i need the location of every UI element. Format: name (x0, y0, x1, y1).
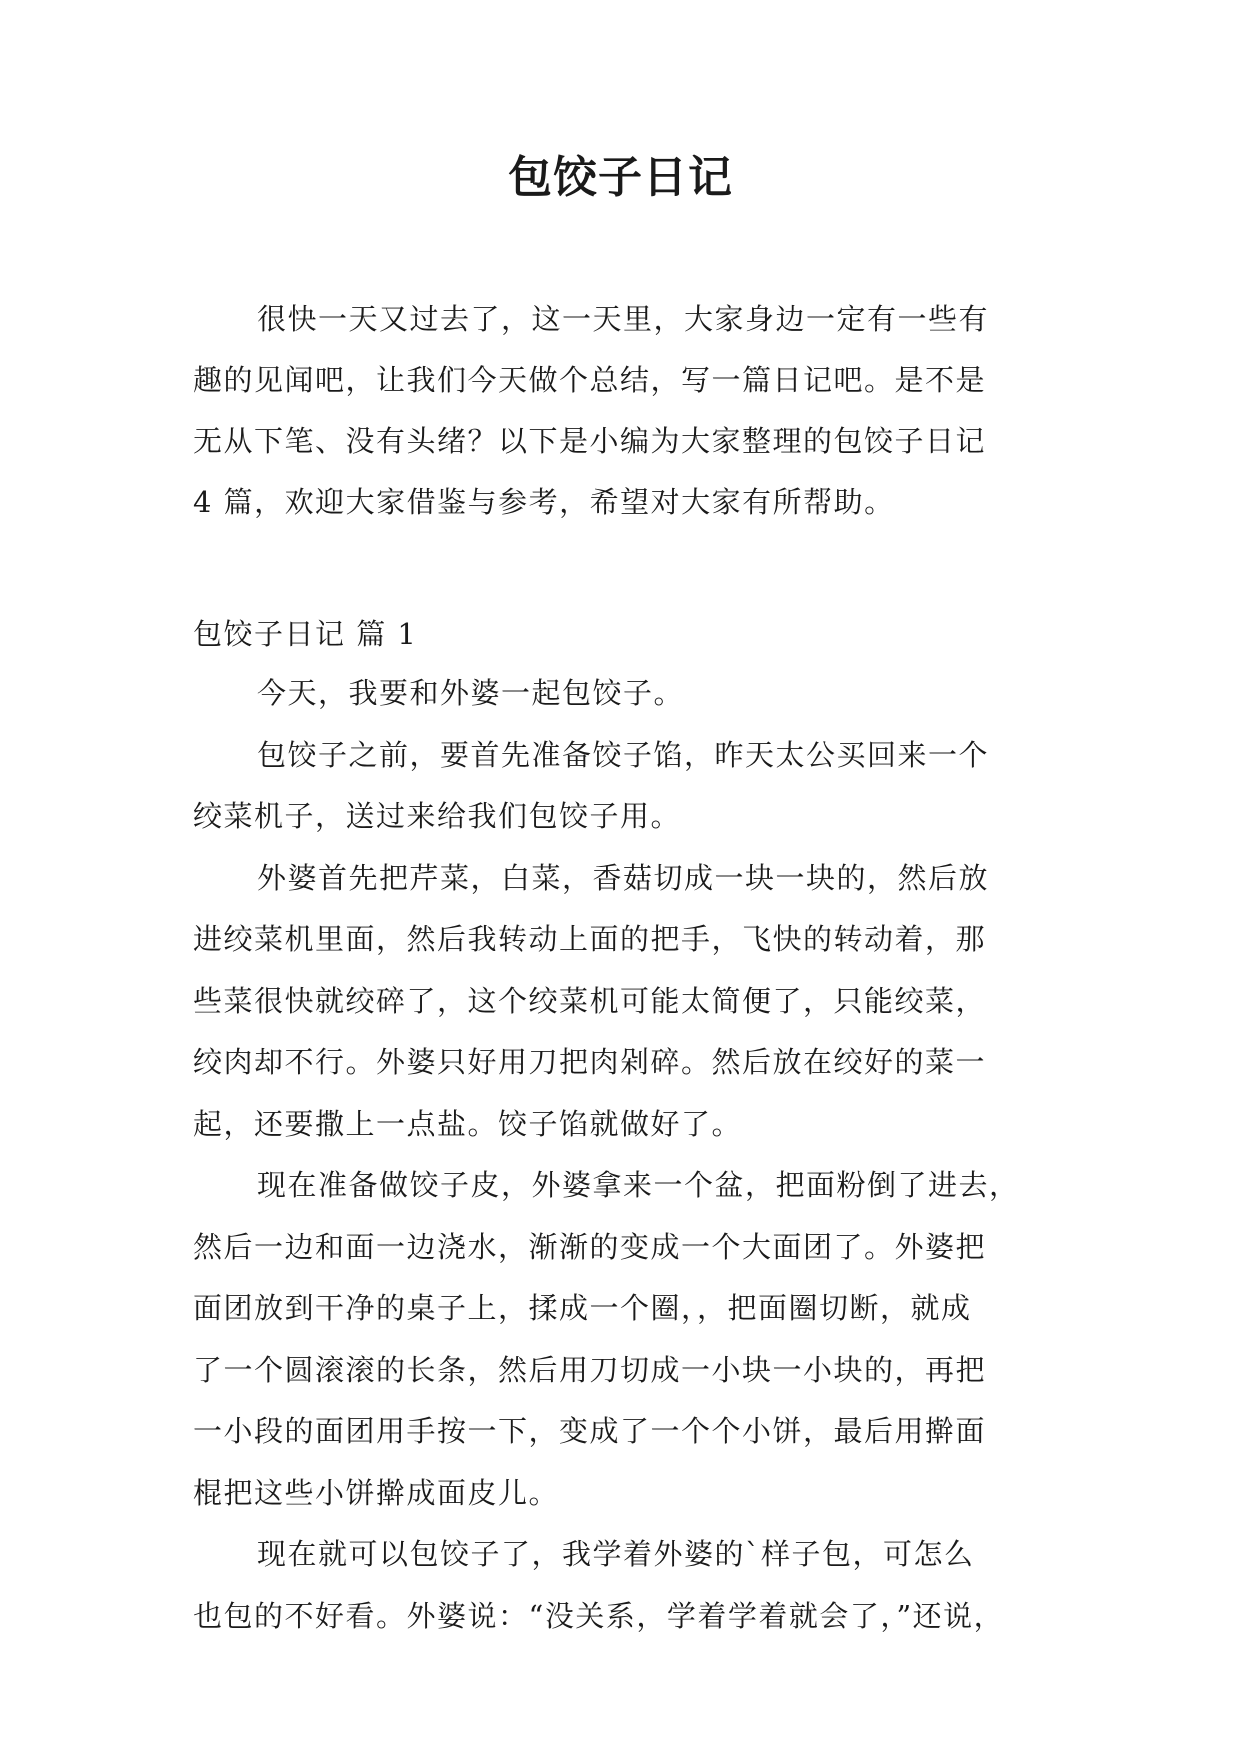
paragraph-line: 外婆首先把芹菜，白菜，香菇切成一块一块的，然后放 (257, 860, 990, 895)
paragraph-line: 进绞菜机里面，然后我转动上面的把手，飞快的转动着，那 (193, 922, 987, 956)
intro-paragraph (193, 289, 1053, 533)
document-title: 包饺子日记 (508, 152, 733, 203)
paragraph (193, 663, 1053, 725)
paragraph (193, 1155, 1053, 1524)
paragraph-line: 了一个圆滚滚的长条，然后用刀切成一小块一小块的，再把 (193, 1352, 987, 1387)
paragraph (193, 1524, 1053, 1647)
paragraph-line: 绞菜机子，送过来给我们包饺子用。 (193, 799, 682, 833)
paragraph-line: 一小段的面团用手按一下，变成了一个个小饼，最后用擀面 (193, 1414, 987, 1448)
paragraph-line: 现在就可以包饺子了，我学着外婆的`样子包，可怎么 (257, 1537, 975, 1571)
intro-line: 很快一天又过去了，这一天里，大家身边一定有一些有 (257, 302, 990, 336)
paragraph-line: 今天，我要和外婆一起包饺子。 (257, 676, 685, 710)
paragraph-line: 现在准备做饺子皮，外婆拿来一个盆，把面粉倒了进去， (257, 1168, 1020, 1202)
paragraph-line: 起，还要撒上一点盐。饺子馅就做好了。 (193, 1106, 743, 1141)
paragraph (193, 848, 1053, 1156)
paragraph-line: 也包的不好看。外婆说：“没关系，学着学着就会了，”还说， (193, 1598, 1005, 1633)
paragraph-line: 些菜很快就绞碎了，这个绞菜机可能太简便了，只能绞菜， (193, 983, 987, 1018)
intro-line: 无从下笔、没有头绪？以下是小编为大家整理的包饺子日记 (193, 424, 987, 458)
paragraph-line: 棍把这些小饼擀成面皮儿。 (193, 1475, 560, 1510)
spacer (193, 533, 1053, 605)
intro-line: 4 篇，欢迎大家借鉴与参考，希望对大家有所帮助。 (193, 485, 895, 519)
intro-line: 趣的见闻吧，让我们今天做个总结，写一篇日记吧。是不是 (193, 363, 987, 397)
section-heading: 包饺子日记 篇 1 (193, 617, 418, 651)
paragraph-line: 然后一边和面一边浇水，渐渐的变成一个大面团了。外婆把 (193, 1229, 987, 1264)
paragraph (193, 725, 1053, 848)
paragraph-line: 包饺子之前，要首先准备饺子馅，昨天太公买回来一个 (257, 737, 990, 772)
document-body (193, 289, 1053, 1647)
paragraph-line: 面团放到干净的桌子上，揉成一个圈，，把面圈切断，就成 (193, 1291, 972, 1325)
paragraph-line: 绞肉却不行。外婆只好用刀把肉剁碎。然后放在绞好的菜一 (193, 1045, 987, 1079)
